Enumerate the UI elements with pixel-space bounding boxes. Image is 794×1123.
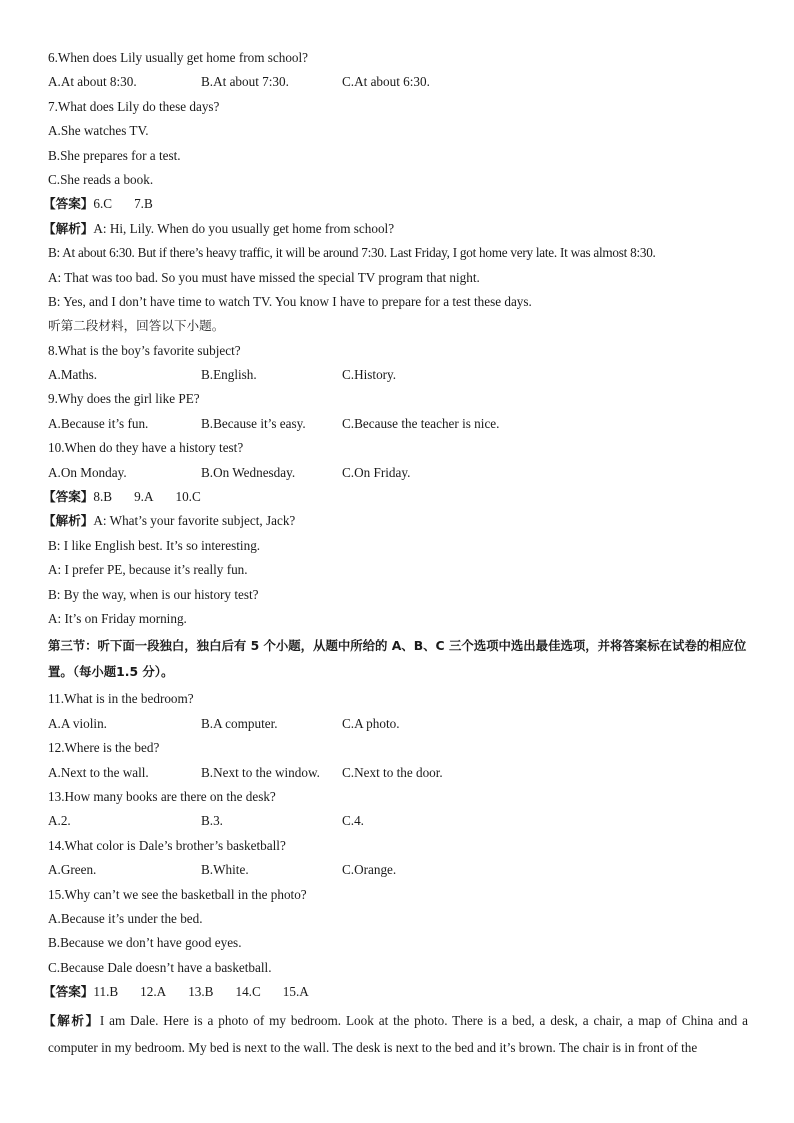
- explanation-paragraph: [43, 1008, 748, 1061]
- question-14: 14.What color is Dale’s brother’s basketball?: [48, 837, 286, 853]
- option-a: A.Because it’s under the bed.: [48, 910, 203, 926]
- option-b: B.On Wednesday.: [201, 464, 296, 480]
- explanation-label: 【解析】: [43, 1013, 100, 1029]
- option-a: A.Maths.: [48, 367, 98, 383]
- option-a: A.On Monday.: [48, 464, 127, 480]
- options-10: [48, 461, 748, 485]
- question-7: 7.What does Lily do these days?: [48, 98, 220, 114]
- options-8: [48, 363, 748, 387]
- option-a: A.A violin.: [48, 715, 107, 731]
- answer-label: 【答案】: [43, 196, 94, 212]
- dialogue-line: B: Yes, and I don’t have time to watch TV. You know I have to prepare for a test these days.: [48, 293, 532, 309]
- dialogue-line: A: That was too bad. So you must have missed the special TV program that night.: [48, 269, 480, 285]
- answer-item: 15.A: [282, 984, 309, 1000]
- option-c: C.Next to the door.: [342, 764, 443, 780]
- option-a: A.At about 8:30.: [48, 74, 137, 90]
- option-c: C.At about 6:30.: [342, 74, 430, 90]
- answer-line: [43, 192, 748, 216]
- option-b: B.A computer.: [201, 715, 278, 731]
- option-c: C.History.: [342, 367, 397, 383]
- question-12: 12.Where is the bed?: [48, 740, 160, 756]
- answer-item: 10.C: [175, 489, 201, 505]
- answer-line: [43, 980, 748, 1004]
- question-15: 15.Why can’t we see the basketball in the photo?: [48, 886, 307, 902]
- answer-label: 【答案】: [43, 984, 94, 1000]
- options-14: [48, 858, 748, 882]
- answer-item: 6.C: [93, 196, 113, 212]
- option-a: A.She watches TV.: [48, 123, 149, 139]
- option-c: C.Because Dale doesn’t have a basketball.: [48, 959, 272, 975]
- option-b: B.3.: [201, 813, 223, 829]
- options-6: [48, 70, 748, 94]
- option-c: C.A photo.: [342, 715, 400, 731]
- explanation-line: [43, 217, 748, 241]
- option-b: B.Because it’s easy.: [201, 415, 306, 431]
- dialogue-line: A: What’s your favorite subject, Jack?: [93, 513, 296, 529]
- question-10: 10.When do they have a history test?: [48, 440, 244, 456]
- dialogue-line: A: Hi, Lily. When do you usually get home from school?: [93, 220, 395, 236]
- answer-item: 7.B: [134, 196, 153, 212]
- answer-item: 9.A: [134, 489, 154, 505]
- option-b: B.English.: [201, 367, 257, 383]
- answer-item: 12.A: [140, 984, 167, 1000]
- option-b: B.At about 7:30.: [201, 74, 289, 90]
- option-c: C.On Friday.: [342, 464, 411, 480]
- answer-label: 【答案】: [43, 489, 94, 505]
- option-c: C.Because the teacher is nice.: [342, 415, 500, 431]
- option-c: C.4.: [342, 813, 364, 829]
- dialogue-line: A: I prefer PE, because it’s really fun.: [48, 562, 248, 578]
- options-13: [48, 809, 748, 833]
- explanation-text: I am Dale. Here is a photo of my bedroom. Look at the photo. There is a bed, a desk, a chair, a map of China and a computer in my bedroom. My bed is next to the wall. The desk is next to the bed and it’s brown. The chair is in front of the: [48, 1013, 748, 1055]
- option-b: B.Next to the window.: [201, 764, 320, 780]
- answer-item: 11.B: [93, 984, 119, 1000]
- question-9: 9.Why does the girl like PE?: [48, 391, 200, 407]
- document-page: [43, 46, 748, 1061]
- question-6: 6.When does Lily usually get home from school?: [48, 50, 309, 65]
- question-8: 8.What is the boy’s favorite subject?: [48, 342, 241, 358]
- option-c: C.She reads a book.: [48, 171, 154, 187]
- explanation-label: 【解析】: [43, 220, 94, 236]
- option-a: A.2.: [48, 813, 71, 829]
- dialogue-line: B: I like English best. It’s so interesting.: [48, 537, 261, 553]
- option-b: B.Because we don’t have good eyes.: [48, 935, 242, 951]
- explanation-line: [43, 509, 748, 533]
- options-9: [48, 412, 748, 436]
- options-11: [48, 712, 748, 736]
- section-3-heading: 第三节：听下面一段独白，独白后有 5 个小题，从题中所给的 A、B、C 三个选项中选出最佳选项，并将答案标在试卷的相应位置。（每小题1.5 分）。: [48, 638, 747, 680]
- dialogue-line: A: It’s on Friday morning.: [48, 610, 187, 626]
- part-2-heading: 听第二段材料，回答以下小题。: [48, 318, 225, 334]
- option-a: A.Because it’s fun.: [48, 415, 149, 431]
- option-c: C.Orange.: [342, 862, 397, 878]
- answer-item: 14.C: [235, 984, 261, 1000]
- options-12: [48, 761, 748, 785]
- option-b: B.White.: [201, 862, 249, 878]
- question-13: 13.How many books are there on the desk?: [48, 788, 276, 804]
- dialogue-line: B: By the way, when is our history test?: [48, 586, 259, 602]
- option-b: B.She prepares for a test.: [48, 147, 181, 163]
- explanation-label: 【解析】: [43, 513, 94, 529]
- answer-item: 13.B: [188, 984, 214, 1000]
- option-a: A.Green.: [48, 862, 97, 878]
- question-11: 11.What is in the bedroom?: [48, 691, 194, 707]
- option-a: A.Next to the wall.: [48, 764, 149, 780]
- answer-item: 8.B: [93, 489, 113, 505]
- answer-line: [43, 485, 748, 509]
- dialogue-line: B: At about 6:30. But if there’s heavy traffic, it will be around 7:30. Last Friday, I got home very late. It was almost 8:30.: [48, 245, 656, 261]
